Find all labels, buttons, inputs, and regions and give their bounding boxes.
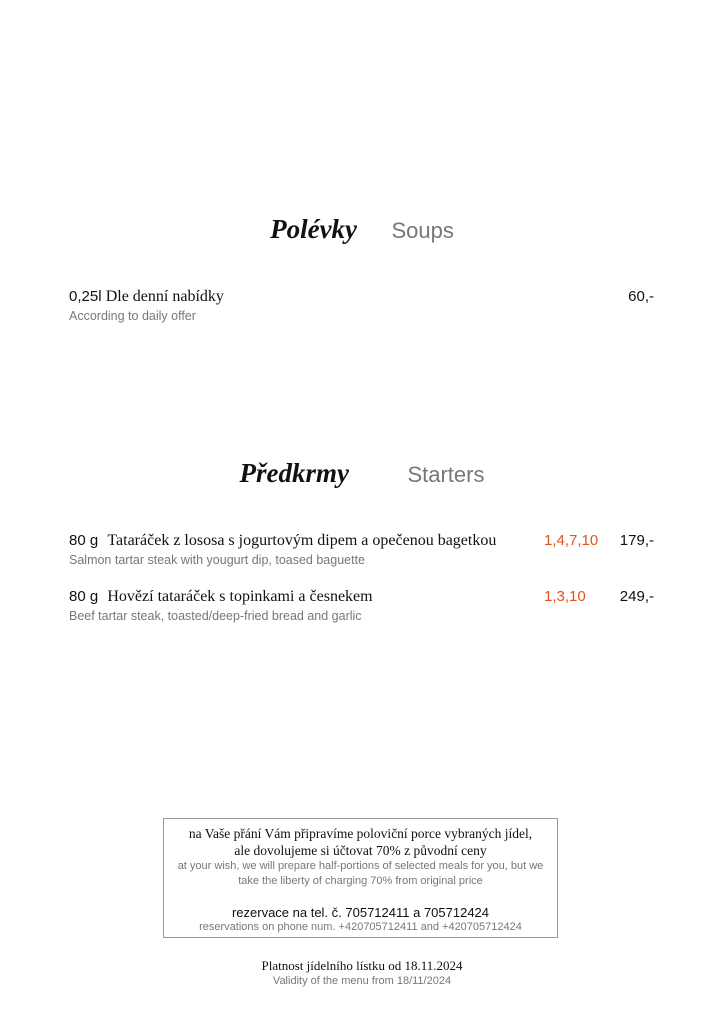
- item-weight: 80 g: [69, 532, 99, 549]
- item-name-en: Salmon tartar steak with yougurt dip, toased baguette: [69, 553, 366, 567]
- soups-title-cz: Polévky: [270, 214, 358, 244]
- validity-cz: Platnost jídelního lístku od 18.11.2024: [261, 958, 463, 973]
- reservation-en: reservations on phone num. +420705712411 and +420705712424: [199, 921, 522, 933]
- starters-title-cz: Předkrmy: [239, 458, 349, 488]
- item-price: 60,-: [628, 288, 654, 305]
- starters-title-en: Starters: [407, 462, 485, 487]
- item-allergens: 1,4,7,10: [544, 532, 599, 549]
- item-weight: 0,25l: [69, 288, 102, 305]
- soups-title-en: Soups: [391, 218, 454, 243]
- item-price: 179,-: [619, 532, 654, 549]
- starter-item: [69, 532, 654, 567]
- notice-line2-cz: ale dovolujeme si účtovat 70% z původní ceny: [234, 843, 487, 858]
- validity-footer: [0, 958, 724, 987]
- item-name-cz: Dle denní nabídky: [105, 288, 224, 305]
- starter-item: [69, 588, 654, 623]
- notice-line1-en: at your wish, we will prepare half-portions of selected meals for you, but we: [177, 860, 544, 872]
- item-name-cz: Hovězí tataráček s topinkami a česnekem: [107, 588, 373, 605]
- item-name-en: Beef tartar steak, toasted/deep-fried bread and garlic: [69, 609, 362, 623]
- half-portion-notice: [163, 818, 558, 938]
- item-name-en: According to daily offer: [69, 309, 196, 323]
- validity-en: Validity of the menu from 18/11/2024: [272, 975, 452, 987]
- item-allergens: 1,3,10: [544, 588, 586, 605]
- item-name-cz: Tataráček z lososa s jogurtovým dipem a opečenou bagetkou: [107, 532, 497, 549]
- reservation-cz: rezervace na tel. č. 705712411 a 705712424: [231, 905, 490, 920]
- soups-heading: [0, 214, 724, 245]
- starters-heading: [0, 458, 724, 489]
- notice-line1-cz: na Vaše přání Vám připravíme poloviční porce vybraných jídel,: [188, 826, 533, 841]
- notice-line2-en: take the liberty of charging 70% from original price: [238, 875, 483, 887]
- item-price: 249,-: [619, 588, 654, 605]
- soup-item: [69, 288, 654, 323]
- item-weight: 80 g: [69, 588, 99, 605]
